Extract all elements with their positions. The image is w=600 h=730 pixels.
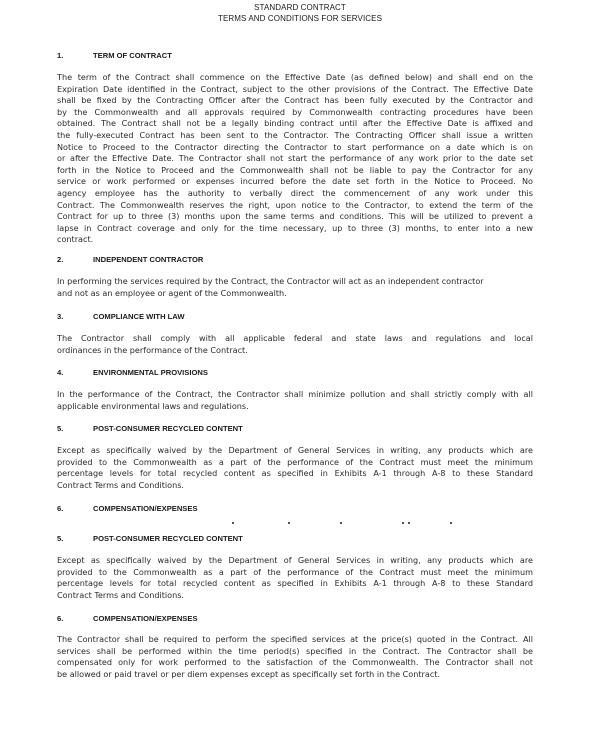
document-title: STANDARD CONTRACT: [254, 3, 346, 12]
body-line: percentage levels for total recycled content as specified in Exhibits A-1 through A-8 to these Standard: [57, 468, 533, 479]
section-body: [57, 445, 533, 491]
section-title: COMPENSATION/EXPENSES: [93, 504, 198, 513]
section-number: 4.: [57, 368, 64, 377]
section-title: COMPENSATION/EXPENSES: [93, 614, 198, 623]
body-line: Contract. The Commonwealth reserves the right, upon notice to the Contractor, to extend the term of the: [57, 199, 533, 210]
section-body: [57, 276, 533, 299]
body-line: The term of the Contract shall commence on the Effective Date (as defined below) and shall end on the: [57, 72, 533, 82]
body-line: In the performance of the Contract, the Contractor shall minimize pollution and shall strictly comply with all: [57, 389, 533, 399]
body-line: Contract Terms and Conditions.: [57, 589, 185, 600]
body-line: Contract Terms and Conditions.: [57, 479, 185, 490]
section-number: 1.: [57, 51, 64, 60]
body-line: applicable environmental laws and regulations.: [57, 400, 249, 411]
section-heading: [57, 51, 172, 60]
body-line: The Contractor shall be required to perform the specified services at the price(s) quoted in the Contract. All: [57, 634, 533, 644]
section-title: TERM OF CONTRACT: [93, 51, 172, 60]
body-line: be allowed or paid travel or per diem expenses except as specifically set forth in the Contract.: [57, 668, 441, 679]
section-heading: [57, 424, 243, 433]
body-line: the fully-executed Contract has been sent to the Contractor. The Contracting Officer shall issue a written: [57, 129, 533, 140]
body-line: Expiration Date identified in the Contract, subject to the other provisions of the Contract. The Effective Date: [57, 83, 533, 94]
section-number: 5.: [57, 534, 64, 543]
section-body: [57, 389, 533, 412]
section-title: POST-CONSUMER RECYCLED CONTENT: [93, 424, 243, 433]
section-heading: [57, 368, 208, 377]
body-line: obtained. The Contract shall not be a legally binding contract until after the Effective Date is affixed and: [57, 118, 533, 129]
section-heading: [57, 534, 243, 543]
section-title: ENVIRONMENTAL PROVISIONS: [93, 368, 208, 377]
body-line: provided to the Commonwealth as a part of the performance of the Contract must meet the minimum: [57, 456, 533, 467]
document-subtitle: TERMS AND CONDITIONS FOR SERVICES: [217, 14, 383, 23]
body-line: Except as specifically waived by the Department of General Services in writing, any products which are: [57, 445, 533, 455]
body-line: contract.: [57, 234, 94, 245]
section-number: 2.: [57, 255, 64, 264]
body-line: Notice to Proceed to the Contractor directing the Contractor to start performance on a date which is on: [57, 141, 533, 152]
body-line: The Contractor shall comply with all applicable federal and state laws and regulations and local: [57, 333, 533, 343]
section-number: 5.: [57, 424, 64, 433]
body-line: agency employee has the authority to verbally direct the commencement of any work under this: [57, 187, 533, 198]
section-title: COMPLIANCE WITH LAW: [93, 312, 185, 321]
section-heading: [57, 312, 185, 321]
section-body: [57, 555, 533, 601]
body-line: services shall be performed within the time period(s) specified in the Contract. The Contractor shall be: [57, 645, 533, 656]
section-body: [57, 333, 533, 356]
section-body: [57, 72, 533, 246]
scan-artifact-marks: [232, 522, 472, 526]
section-body: [57, 634, 533, 680]
body-line: In performing the services required by the Contract, the Contractor will act as an independent contractor: [57, 276, 484, 286]
section-title: INDEPENDENT CONTRACTOR: [93, 255, 204, 264]
body-line: percentage levels for total recycled content as specified in Exhibits A-1 through A-8 to these Standard: [57, 578, 533, 589]
body-line: compensated only for work performed to the satisfaction of the Commonwealth. The Contractor shall not: [57, 657, 533, 668]
body-line: shall be fixed by the Contracting Officer after the Contract has been fully executed by the Contractor and: [57, 95, 533, 106]
section-heading: [57, 614, 198, 623]
body-line: Except as specifically waived by the Department of General Services in writing, any products which are: [57, 555, 533, 565]
body-line: and not as an employee or agent of the Commonwealth.: [57, 287, 287, 298]
body-line: ordinances in the performance of the Contract.: [57, 344, 248, 355]
body-line: by the Commonwealth and all approvals required by Commonwealth contracting procedures have been: [57, 106, 533, 117]
section-title: POST-CONSUMER RECYCLED CONTENT: [93, 534, 243, 543]
body-line: service or work performed or expenses incurred before the date set forth in the Notice to Proceed. No: [57, 176, 533, 187]
body-line: provided to the Commonwealth as a part of the performance of the Contract must meet the minimum: [57, 566, 533, 577]
section-heading: [57, 255, 203, 264]
section-number: 3.: [57, 312, 64, 321]
body-line: lapse in Contract coverage and only for the time necessary, up to three (3) months, to enter into a new: [57, 222, 533, 233]
body-line: Contract for up to three (3) months upon the same terms and conditions. This will be utilized to prevent a: [57, 211, 533, 222]
section-heading: [57, 504, 198, 513]
section-number: 6.: [57, 614, 64, 623]
section-number: 6.: [57, 504, 64, 513]
body-line: or after the Effective Date. The Contractor shall not start the performance of any work prior to the date set: [57, 153, 533, 164]
body-line: forth in the Notice to Proceed and the Commonwealth shall not be liable to pay the Contractor for any: [57, 164, 533, 175]
